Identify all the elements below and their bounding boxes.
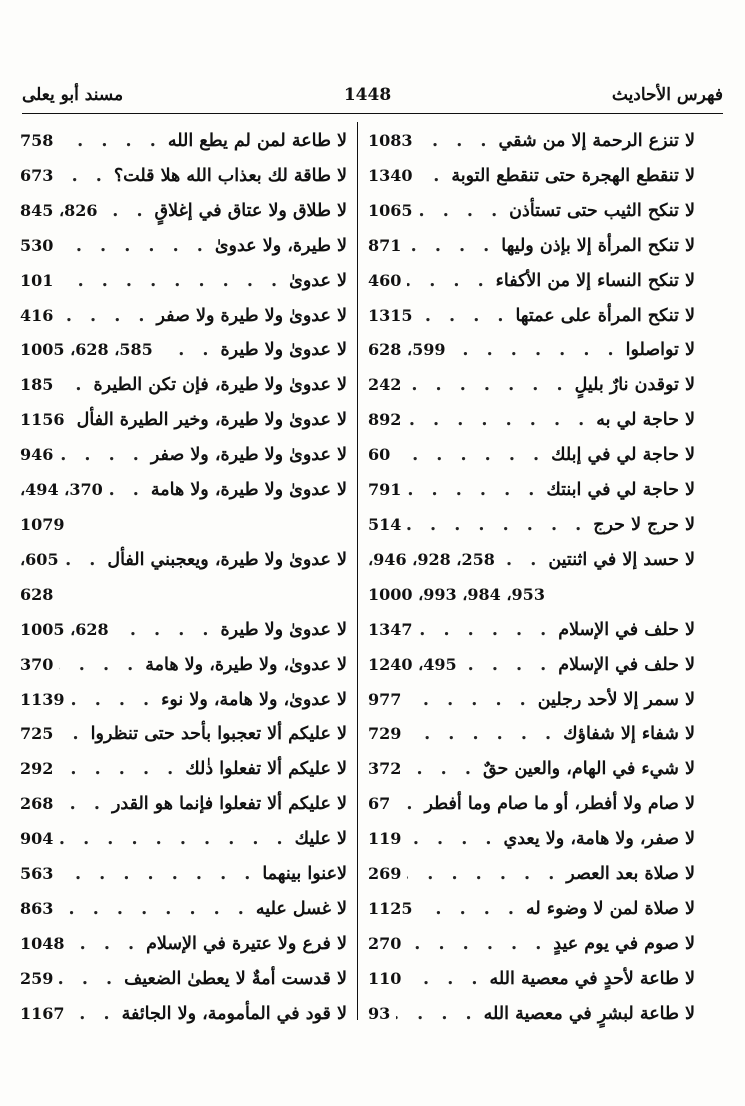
index-entry: [20, 613, 347, 648]
index-entry: [20, 997, 347, 1032]
hadith-numbers-continued: 953، 984، 993، 1000: [368, 584, 545, 604]
hadith-text: لا حاجة لي في إبلك: [551, 445, 695, 466]
hadith-numbers: 460: [368, 270, 402, 290]
leader-dots: [407, 473, 540, 508]
hadith-text: لا عدوىٰ ولا طيرة، ويعجبني الفأل: [107, 549, 347, 570]
hadith-numbers: 258، 928، 946،: [368, 549, 495, 569]
leader-dots: [59, 159, 107, 194]
hadith-numbers: 370: [20, 654, 54, 674]
index-entry: [20, 683, 347, 718]
index-entry: [20, 229, 347, 264]
hadith-text: لا صلاة لمن لا وضوء له: [526, 898, 695, 919]
hadith-text: لا تنكح النساء إلا من الأكفاء: [495, 270, 695, 291]
index-entry: [20, 892, 347, 927]
hadith-numbers: 110: [368, 968, 402, 988]
leader-dots: [71, 997, 116, 1032]
hadith-numbers: 1315: [368, 305, 413, 325]
hadith-text: لا عدوىٰ ولا طيرة: [220, 340, 347, 361]
hadith-numbers-continued: 1079: [20, 514, 65, 534]
index-entry: [368, 962, 695, 997]
right-column: [368, 124, 695, 1032]
leader-dots: [452, 333, 620, 368]
index-entry: [20, 822, 347, 857]
hadith-numbers: 946: [20, 445, 54, 465]
index-entry: [20, 368, 347, 403]
hadith-text: لا طاقة لك بعذاب الله هلا قلت؟: [113, 165, 347, 186]
hadith-numbers: 269: [368, 864, 402, 884]
hadith-text: لا صلاة بعد العصر: [566, 864, 695, 885]
index-entry: [368, 927, 695, 962]
hadith-text: لا تنكح المرأة على عمتها: [515, 305, 695, 326]
hadith-numbers: 871: [368, 235, 402, 255]
hadith-text: لا حسد إلا في اثنتين: [548, 549, 695, 570]
leader-dots: [59, 752, 179, 787]
index-entry: [20, 648, 347, 683]
index-entry: [368, 752, 695, 787]
leader-dots: [59, 822, 288, 857]
index-entry: [20, 159, 347, 194]
hadith-numbers: 563: [20, 864, 54, 884]
leader-dots: [59, 124, 161, 159]
leader-dots: [59, 648, 139, 683]
index-entry: [368, 857, 695, 892]
hadith-numbers-continued: 628: [20, 584, 54, 604]
index-entry: [20, 752, 347, 787]
index-entry: [368, 997, 695, 1032]
leader-dots: [501, 543, 542, 578]
leader-dots: [407, 717, 557, 752]
hadith-numbers: 101: [20, 270, 54, 290]
leader-dots: [71, 683, 156, 718]
leader-dots: [407, 403, 590, 438]
hadith-text: لا عدوىٰ ولا طيرة، ولا صفر: [150, 445, 347, 466]
hadith-numbers: 60: [368, 445, 391, 465]
leader-dots: [407, 368, 568, 403]
index-entry: [368, 787, 695, 822]
leader-dots: [59, 892, 250, 927]
hadith-text: لا عدوىٰ ولا طيرة ولا صفر: [156, 305, 347, 326]
hadith-text: لا طيرة، ولا عدوىٰ: [214, 235, 347, 256]
hadith-text: لا عدوىٰ ولا طيرة، فإن تكن الطيرة: [93, 375, 347, 396]
leader-dots: [407, 822, 497, 857]
leader-dots: [59, 229, 208, 264]
hadith-text: لا حرج لا حرج: [593, 514, 695, 535]
index-entry: [368, 333, 695, 368]
leader-dots: [407, 962, 483, 997]
page-header: [22, 80, 723, 110]
hadith-numbers: 242: [368, 375, 402, 395]
hadith-text: لا عدوىٰ ولا طيرة، وخير الطيرة الفأل: [76, 410, 347, 431]
hadith-text: لاعنوا بينهما: [262, 864, 347, 885]
index-entry: [20, 927, 347, 962]
index-entry: [368, 194, 695, 229]
hadith-text: لا عليكم ألا تعجبوا بأحد حتى تنظروا: [90, 724, 347, 745]
index-entry: [368, 892, 695, 927]
leader-dots: [407, 264, 489, 299]
hadith-text: لا صام ولا أفطر، أو ما صام وما أفطر: [424, 794, 695, 815]
leader-dots: [463, 648, 553, 683]
hadith-numbers: 605،: [20, 549, 59, 569]
hadith-numbers: 758: [20, 131, 54, 150]
hadith-numbers: 599، 628: [368, 340, 446, 360]
index-entry: [368, 683, 695, 718]
leader-dots: [65, 543, 102, 578]
hadith-numbers: 1167: [20, 1003, 65, 1023]
hadith-numbers: 729: [368, 724, 402, 744]
index-entry: [20, 194, 347, 229]
hadith-numbers: 530: [20, 235, 54, 255]
index-entry: [20, 403, 347, 438]
page-number: 1448: [343, 85, 392, 105]
leader-dots: [407, 927, 547, 962]
hadith-numbers: 863: [20, 898, 54, 918]
index-entry: [20, 962, 347, 997]
hadith-text: لا قدست أمةٌ لا يعطىٰ الضعيف: [124, 968, 347, 989]
index-entry: [20, 787, 347, 822]
hadith-numbers: 370، 494،: [20, 480, 103, 500]
leader-dots: [59, 438, 144, 473]
index-entry: [20, 299, 347, 334]
hadith-text: لا عليك: [294, 829, 347, 850]
hadith-text: لا حاجة لي في ابنتك: [546, 480, 695, 501]
hadith-numbers: 1340: [368, 165, 413, 185]
leader-dots: [419, 124, 493, 159]
hadith-numbers: 67: [368, 794, 391, 814]
hadith-text: لا طاعة لأحدٍ في معصية الله: [489, 968, 695, 989]
leader-dots: [109, 473, 145, 508]
left-column: [20, 124, 347, 1032]
index-entry: [20, 264, 347, 299]
leader-dots: [115, 613, 215, 648]
index-entry: [368, 508, 695, 543]
hadith-text: لا سمر إلا لأحد رجلين: [537, 689, 695, 710]
hadith-numbers: 514: [368, 514, 402, 534]
hadith-numbers: 725: [20, 724, 54, 744]
leader-dots: [396, 997, 477, 1032]
hadith-numbers: 185: [20, 375, 54, 395]
header-rule: [22, 113, 723, 114]
index-entry: [20, 438, 347, 473]
hadith-numbers: 119: [368, 829, 402, 849]
hadith-numbers: 628، 1005: [20, 619, 109, 639]
hadith-numbers: 416: [20, 305, 54, 325]
hadith-numbers: 93: [368, 1003, 391, 1023]
leader-dots: [59, 368, 87, 403]
hadith-numbers: 1125: [368, 898, 413, 918]
hadith-numbers: 673: [20, 165, 54, 185]
hadith-text: لا غسل عليه: [255, 898, 347, 919]
index-entry: [368, 403, 695, 438]
hadith-text: لا تنزع الرحمة إلا من شقي: [498, 131, 695, 151]
hadith-numbers: 585، 628، 1005: [20, 340, 153, 360]
leader-dots: [419, 159, 446, 194]
leader-dots: [71, 927, 141, 962]
hadith-text: لا شفاء إلا شفاؤك: [563, 724, 695, 745]
leader-dots: [407, 752, 477, 787]
hadith-text: لا طاعة لبشرٍ في معصية الله: [483, 1003, 695, 1024]
hadith-numbers: 270: [368, 933, 402, 953]
index-entry: [368, 124, 695, 159]
hadith-numbers: 1347: [368, 619, 413, 639]
leader-dots: [407, 508, 587, 543]
leader-dots: [419, 194, 504, 229]
hadith-text: لا حلف في الإسلام: [558, 654, 695, 675]
index-entry: [368, 438, 695, 473]
section-title: فهرس الأحاديث: [611, 85, 723, 105]
index-entry: [368, 229, 695, 264]
hadith-numbers: 292: [20, 759, 54, 779]
hadith-numbers: 1065: [368, 200, 413, 220]
leader-dots: [419, 892, 521, 927]
leader-dots: [59, 787, 106, 822]
hadith-text: لا عدوىٰ: [289, 270, 347, 291]
hadith-text: لا طاعة لمن لم يطع الله: [167, 131, 347, 151]
hadith-text: لا شيء في الهام، والعين حقٌ: [482, 759, 695, 780]
leader-dots: [407, 857, 560, 892]
hadith-text: لا توقدن نارٌ بليلٍ: [574, 375, 695, 396]
hadith-numbers: 1048: [20, 933, 65, 953]
index-entry: [20, 717, 347, 752]
hadith-numbers: 892: [368, 410, 402, 430]
index-entry: [368, 299, 695, 334]
leader-dots: [159, 333, 215, 368]
hadith-numbers: 791: [368, 480, 402, 500]
hadith-text: لا عدوىٰ، ولا طيرة، ولا هامة: [145, 654, 347, 675]
leader-dots: [59, 962, 118, 997]
index-entry: [368, 159, 695, 194]
hadith-text: لا تنكح الثيب حتى تستأذن: [509, 200, 695, 221]
leader-dots: [59, 264, 283, 299]
hadith-numbers: 1156: [20, 410, 65, 430]
hadith-numbers: 1139: [20, 689, 65, 709]
hadith-numbers: 826، 845: [20, 200, 98, 220]
index-entry: [20, 124, 347, 159]
leader-dots: [59, 299, 150, 334]
hadith-text: لا عدوىٰ، ولا هامة، ولا نوء: [161, 689, 347, 710]
index-entry: [368, 648, 695, 683]
index-entry: [368, 822, 695, 857]
leader-dots: [59, 717, 84, 752]
hadith-numbers: 372: [368, 759, 402, 779]
hadith-text: لا عليكم ألا تفعلوا فإنما هو القدر: [111, 794, 347, 815]
leader-dots: [104, 194, 149, 229]
leader-dots: [396, 438, 545, 473]
hadith-numbers: 268: [20, 794, 54, 814]
index-entry: [368, 613, 695, 648]
leader-dots: [419, 299, 510, 334]
index-entry: [20, 473, 347, 543]
hadith-text: لا قود في المأمومة، ولا الجائفة: [121, 1003, 347, 1024]
leader-dots: [59, 857, 256, 892]
book-title: مسند أبو يعلى: [22, 85, 124, 105]
index-entry: [368, 264, 695, 299]
hadith-text: لا طلاق ولا عتاق في إغلاقٍ: [154, 200, 347, 221]
hadith-text: لا تواصلوا: [625, 340, 695, 361]
leader-dots: [396, 787, 418, 822]
hadith-text: لا تنقطع الهجرة حتى تنقطع التوبة: [451, 165, 695, 186]
index-entry: [20, 333, 347, 368]
hadith-text: لا صفر، ولا هامة، ولا يعدي: [503, 829, 695, 850]
index-entry: [368, 717, 695, 752]
index-entry: [368, 473, 695, 508]
hadith-numbers: 904: [20, 829, 54, 849]
hadith-text: لا عدوىٰ ولا طيرة: [220, 619, 347, 640]
hadith-numbers: 259: [20, 968, 54, 988]
index-entry: [20, 857, 347, 892]
hadith-numbers: 495، 1240: [368, 654, 457, 674]
hadith-text: لا حاجة لي به: [596, 410, 695, 431]
index-entry: [20, 543, 347, 613]
hadith-text: لا فرع ولا عتيرة في الإسلام: [146, 933, 347, 954]
index-entry: [368, 368, 695, 403]
column-divider: [357, 122, 358, 1020]
hadith-numbers: 977: [368, 689, 402, 709]
index-entry: [368, 543, 695, 613]
hadith-text: لا صوم في يوم عيدٍ: [553, 933, 695, 954]
hadith-text: لا عدوىٰ ولا طيرة، ولا هامة: [150, 480, 347, 501]
hadith-text: لا عليكم ألا تفعلوا ذٰلك: [185, 759, 347, 780]
leader-dots: [407, 229, 495, 264]
hadith-text: لا حلف في الإسلام: [558, 619, 695, 640]
hadith-numbers: 1083: [368, 131, 413, 150]
leader-dots: [419, 613, 553, 648]
leader-dots: [407, 683, 531, 718]
hadith-text: لا تنكح المرأة إلا بإذن وليها: [501, 235, 695, 256]
